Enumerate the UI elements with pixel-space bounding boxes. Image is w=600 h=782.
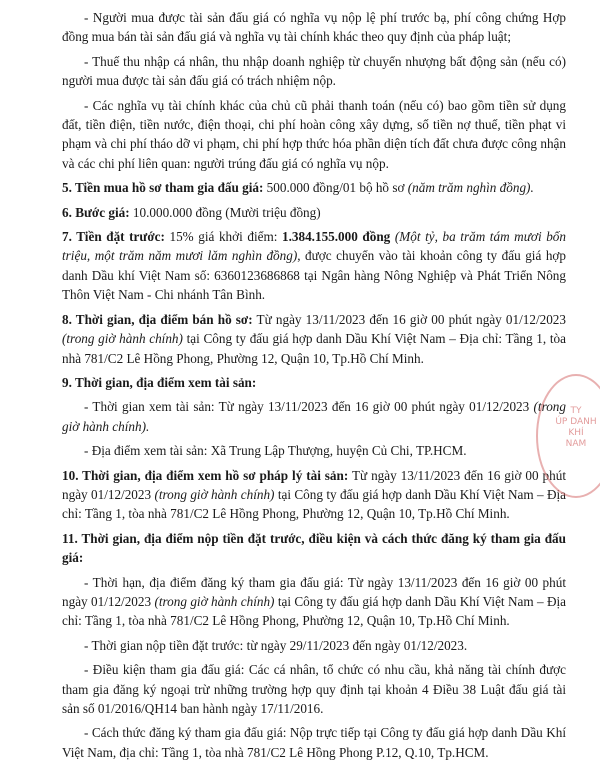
section-9-viewing-location: - Địa điểm xem tài sản: Xã Trung Lập Thượng, huyện Củ Chi, TP.HCM. — [84, 443, 467, 459]
section-7: 7. Tiền đặt trước: 15% giá khởi điểm: 1.384.155.000 đồng (Một tỷ, ba trăm tám mươi bốn triệu, một trăm năm mươi lăm nghìn đồng), được chuyển vào tài khoản công ty đấu giá hợp danh Dầu khí Việt Nam số: 6360123686868 tại Ngân hàng Nông Nghiệp và Phát Triển Nông Thôn Việt Nam - Chi nhánh Tân Bình. — [62, 229, 566, 303]
section-8-heading: 8. Thời gian, địa điểm bán hồ sơ: — [62, 311, 253, 327]
obligation-paragraph-2: - Thuế thu nhập cá nhân, thu nhập doanh nghiệp từ chuyển nhượng bất động sản (nếu có) người mua được tài sản đấu giá có trách nhiệm nộp. — [62, 53, 566, 89]
section-9-viewing-time: - Thời gian xem tài sản: Từ ngày 13/11/2023 đến 16 giờ 00 phút ngày 01/12/2023 (trong giờ hành chính). — [62, 399, 566, 434]
obligation-paragraph-3: - Các nghĩa vụ tài chính khác của chủ cũ phải thanh toán (nếu có) bao gồm tiền sử dụng đất, tiền điện, tiền nước, điện thoại, chi phí hoàn công xây dựng, số tiền nợ thuế, tiền phạt vi phạm và chi phí tháo dỡ vi phạm, chi phí hợp thức hóa phần diện tích đất chưa được công nhận và các chi phí liên quan: người trúng đấu giá có nghĩa vụ nộp. — [62, 97, 566, 171]
section-6-heading: 6. Bước giá: — [62, 204, 130, 220]
section-11-registration: - Thời hạn, địa điểm đăng ký tham gia đấu giá: Từ ngày 13/11/2023 đến 16 giờ 00 phút ngày 01/12/2023 (trong giờ hành chính) tại Công ty đấu giá hợp danh Dầu Khí Việt Nam – Địa chỉ: Tầng 1, tòa nhà 781/C2 Lê Hồng Phong, Phường 12, Quận 10, Tp.Hồ Chí Minh. — [62, 574, 566, 629]
deposit-amount: 1.384.155.000 đồng — [282, 229, 391, 245]
section-11-deposit-time: - Thời gian nộp tiền đặt trước: từ ngày 29/11/2023 đến ngày 01/12/2023. — [84, 637, 468, 653]
section-5: 5. Tiền mua hồ sơ tham gia đấu giá: 500.000 đồng/01 bộ hồ sơ (năm trăm nghìn đồng). — [62, 180, 534, 196]
section-11-heading: 11. Thời gian, địa điểm nộp tiền đặt trước, điều kiện và cách thức đăng ký tham gia đấu giá: — [62, 530, 566, 566]
section-6: 6. Bước giá: 10.000.000 đồng (Mười triệu đồng) — [62, 204, 321, 220]
obligation-paragraph-1: - Người mua được tài sản đấu giá có nghĩa vụ nộp lệ phí trước bạ, phí công chứng Hợp đồng mua bán tài sản đấu giá và nghĩa vụ tài chính khác theo quy định của pháp luật; — [62, 10, 566, 45]
company-seal-stamp: TY ÚP DANH KHÍ NAM — [536, 374, 600, 498]
section-7-heading: 7. Tiền đặt trước: — [62, 229, 165, 245]
section-5-heading: 5. Tiền mua hồ sơ tham gia đấu giá: — [62, 180, 264, 196]
section-11-conditions: - Điều kiện tham gia đấu giá: Các cá nhân, tổ chức có nhu cầu, khả năng tài chính được tham gia đăng ký ngoại trừ những trường hợp quy định tại khoản 4 Điều 38 Luật đấu giá tài sản số 01/2016/QH14 ban hành ngày 17/11/2016. — [62, 662, 566, 716]
section-11-method: - Cách thức đăng ký tham gia đấu giá: Nộp trực tiếp tại Công ty đấu giá hợp danh Dầu Khí Việt Nam, địa chỉ: Tầng 1, tòa nhà 781/C2 Lê Hồng Phong P.12, Q.10, Tp.HCM. — [62, 725, 566, 760]
section-9-heading: 9. Thời gian, địa điểm xem tài sản: — [62, 374, 257, 390]
section-8: 8. Thời gian, địa điểm bán hồ sơ: Từ ngày 13/11/2023 đến 16 giờ 00 phút ngày 01/12/2023 (trong giờ hành chính) tại Công ty đấu giá hợp danh Dầu Khí Việt Nam – Địa chỉ: Tầng 1, tòa nhà 781/C2 Lê Hồng Phong, Phường 12, Quận 10, Tp.Hồ Chí Minh. — [62, 311, 566, 366]
section-10-heading: 10. Thời gian, địa điểm xem hồ sơ pháp lý tài sản: — [62, 467, 349, 483]
section-10: 10. Thời gian, địa điểm xem hồ sơ pháp lý tài sản: Từ ngày 13/11/2023 đến 16 giờ 00 phút ngày 01/12/2023 (trong giờ hành chính) tại Công ty đấu giá hợp danh Dầu Khí Việt Nam – Địa chỉ: Tầng 1, tòa nhà 781/C2 Lê Hồng Phong, Phường 12, Quận 10, Tp.Hồ Chí Minh. — [62, 467, 566, 522]
